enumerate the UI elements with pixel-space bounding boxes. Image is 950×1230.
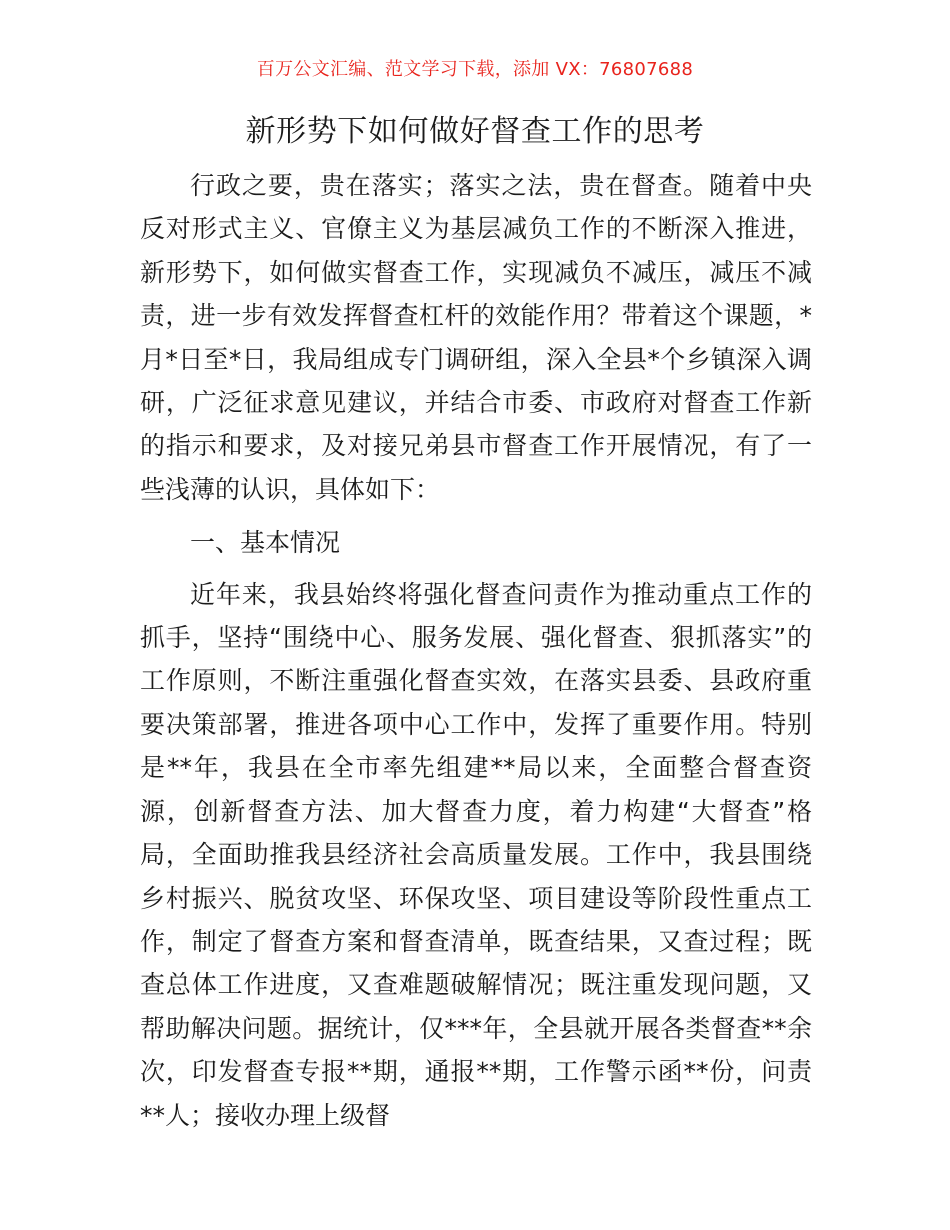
document-title: 新形势下如何做好督查工作的思考 (245, 114, 705, 149)
watermark-banner: 百万公文汇编、范文学习下载，添加 VX：76807688 (256, 59, 694, 80)
document-body (140, 164, 812, 1137)
section-paragraph-basic-situation: 近年来，我县始终将强化督查问责作为推动重点工作的抓手，坚持“围绕中心、服务发展、强化督查、狠抓落实”的工作原则，不断注重强化督查实效，在落实县委、县政府重要决策部署，推进各项中心工作中，发挥了重要作用。特别是**年，我县在全市率先组建**局以来，全面整合督查资源，创新督查方法、加大督查力度，着力构建“大督查”格局，全面助推我县经济社会高质量发展。工作中，我县围绕乡村振兴、脱贫攻坚、环保攻坚、项目建设等阶段性重点工作，制定了督查方案和督查清单，既查结果，又查过程；既查总体工作进度，又查难题破解情况；既注重发现问题，又帮助解决问题。据统计，仅***年，全县就开展各类督查**余次，印发督查专报**期，通报**期，工作警示函**份，问责**人；接收办理上级督 (140, 579, 812, 1130)
intro-paragraph: 行政之要，贵在落实；落实之法，贵在督查。随着中央反对形式主义、官僚主义为基层减负工作的不断深入推进，新形势下，如何做实督查工作，实现减负不减压，减压不减责，进一步有效发挥督查杠杆的效能作用？带着这个课题，*月*日至*日，我局组成专门调研组，深入全县*个乡镇深入调研，广泛征求意见建议，并结合市委、市政府对督查工作新的指示和要求，及对接兄弟县市督查工作开展情况，有了一些浅薄的认识，具体如下： (140, 171, 812, 504)
section-heading-basic-situation: 一、基本情况 (190, 528, 341, 558)
